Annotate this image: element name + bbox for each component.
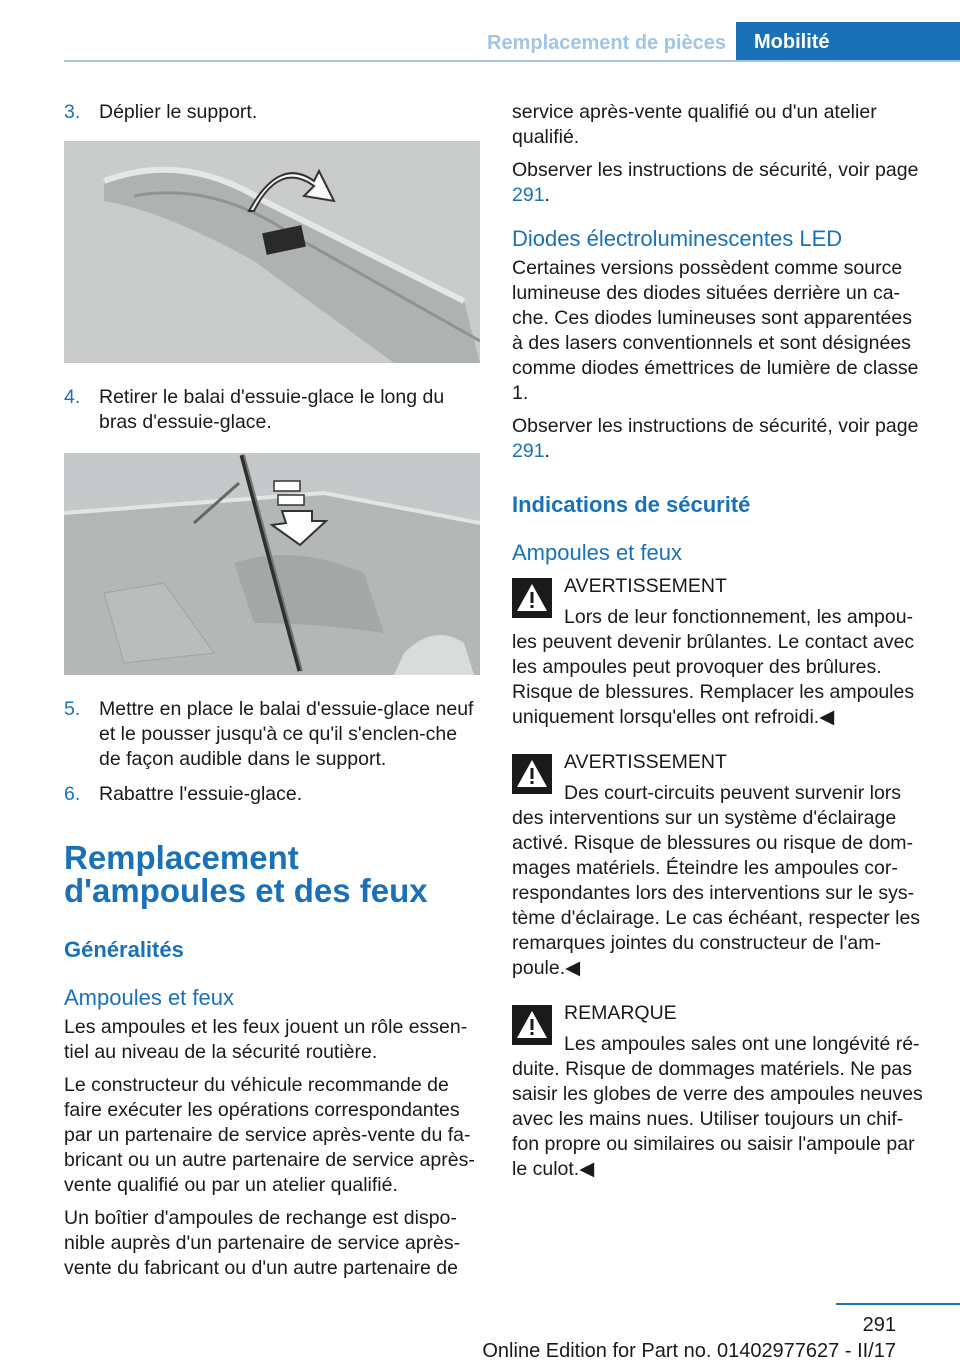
page-link[interactable]: 291 — [512, 440, 545, 462]
footer-rule — [836, 1303, 960, 1305]
warning-body: Des court-circuits peuvent survenir lors des interventions sur un système d'éclairage activé. Risque de blessures ou risque de dom-mages matériels. Éteindre les ampoules cor-respondantes lors des interventions sur le sys-tème d'éclairage. Le cas échéant, respecter les remarques jointes du constructeur de l'am-poule.◀ — [512, 782, 921, 979]
safety-reference — [512, 158, 928, 208]
safety-section-title: Indications de sécurité — [512, 492, 751, 517]
right-column — [512, 100, 928, 1202]
step-number: 6. — [64, 783, 81, 805]
paragraph: Certaines versions possèdent comme source lumineuse des diodes situées derrière un ca-che. Ces diodes lumineuses sont apparentées à des lasers conventionnels et sont désignées comme diodes émettrices de lumière de classe 1. — [512, 257, 919, 404]
paragraph: Le constructeur du véhicule recommande de faire exécuter les opérations correspondantes par un partenaire de service après-vente du fa-bricant ou un autre partenaire de service après-vente qualifié ou par un atelier qualifié. — [64, 1074, 475, 1196]
warning-block — [512, 574, 928, 730]
notice-body: Les ampoules sales ont une longévité ré-duite. Risque de dommages matériels. Ne pas saisir les globes de verre des ampoules neuves avec les mains nues. Utiliser toujours un chif-fon propre ou similaires ou saisir l'ampoule par le culot.◀ — [512, 1033, 923, 1180]
paragraph: Les ampoules et les feux jouent un rôle essen-tiel au niveau de la sécurité routière. — [64, 1016, 468, 1063]
step-item — [64, 385, 480, 435]
warning-body: Lors de leur fonctionnement, les ampou-les peuvent devenir brûlantes. Le contact avec les ampoules peut provoquer des brûlures. Risque de blessures. Remplacer les ampoules uniquement lorsqu'elles ont refroidi.◀ — [512, 606, 915, 728]
chapter-title: Remplacement d'ampoules et des feux — [64, 839, 428, 909]
step-item — [64, 782, 480, 807]
left-column — [64, 100, 480, 1289]
punctuation: . — [544, 440, 550, 462]
header-chapter-tab[interactable]: Mobilité — [736, 22, 960, 62]
warning-block — [512, 750, 928, 981]
wiper-removal-illustration — [64, 453, 480, 675]
paragraph: service après-vente qualifié ou d'un atelier qualifié. — [512, 101, 877, 148]
header-rule — [64, 60, 960, 62]
warning-triangle-icon — [512, 1005, 552, 1045]
step-text: Mettre en place le balai d'essuie-glace neuf et le pousser jusqu'à ce qu'il s'enclen-che de façon audible dans le support. — [99, 698, 474, 770]
wiper-support-illustration — [64, 141, 480, 363]
page-link[interactable]: 291 — [512, 184, 545, 206]
safety-subsection-title: Ampoules et feux — [512, 540, 682, 565]
step-number: 3. — [64, 101, 81, 123]
header-section-title: Remplacement de pièces — [487, 32, 726, 54]
warning-title: AVERTISSEMENT — [564, 751, 727, 773]
step-item — [64, 697, 480, 772]
led-title: Diodes électroluminescentes LED — [512, 226, 843, 251]
subsection-title: Ampoules et feux — [64, 985, 234, 1010]
step-text: Rabattre l'essuie-glace. — [99, 783, 303, 805]
warning-title: AVERTISSEMENT — [564, 575, 727, 597]
step-number: 5. — [64, 698, 81, 720]
paragraph: Un boîtier d'ampoules de rechange est dispo-nible auprès d'un partenaire de service après-vente du fabricant ou d'un autre partenaire de — [64, 1207, 461, 1279]
step-number: 4. — [64, 386, 81, 408]
safety-reference — [512, 414, 928, 464]
notice-block — [512, 1001, 928, 1182]
warning-triangle-icon — [512, 578, 552, 618]
safety-reference-text: Observer les instructions de sécurité, voir page — [512, 415, 919, 437]
safety-reference-text: Observer les instructions de sécurité, voir page — [512, 159, 919, 181]
step-text: Retirer le balai d'essuie-glace le long du bras d'essuie-glace. — [99, 386, 445, 433]
section-title: Généralités — [64, 937, 184, 962]
warning-triangle-icon — [512, 754, 552, 794]
notice-title: REMARQUE — [564, 1002, 677, 1024]
page-number: 291 — [862, 1314, 896, 1336]
step-item — [64, 100, 480, 125]
edition-note: Online Edition for Part no. 01402977627 - II/17 — [482, 1340, 896, 1362]
punctuation: . — [544, 184, 550, 206]
step-text: Déplier le support. — [99, 101, 258, 123]
